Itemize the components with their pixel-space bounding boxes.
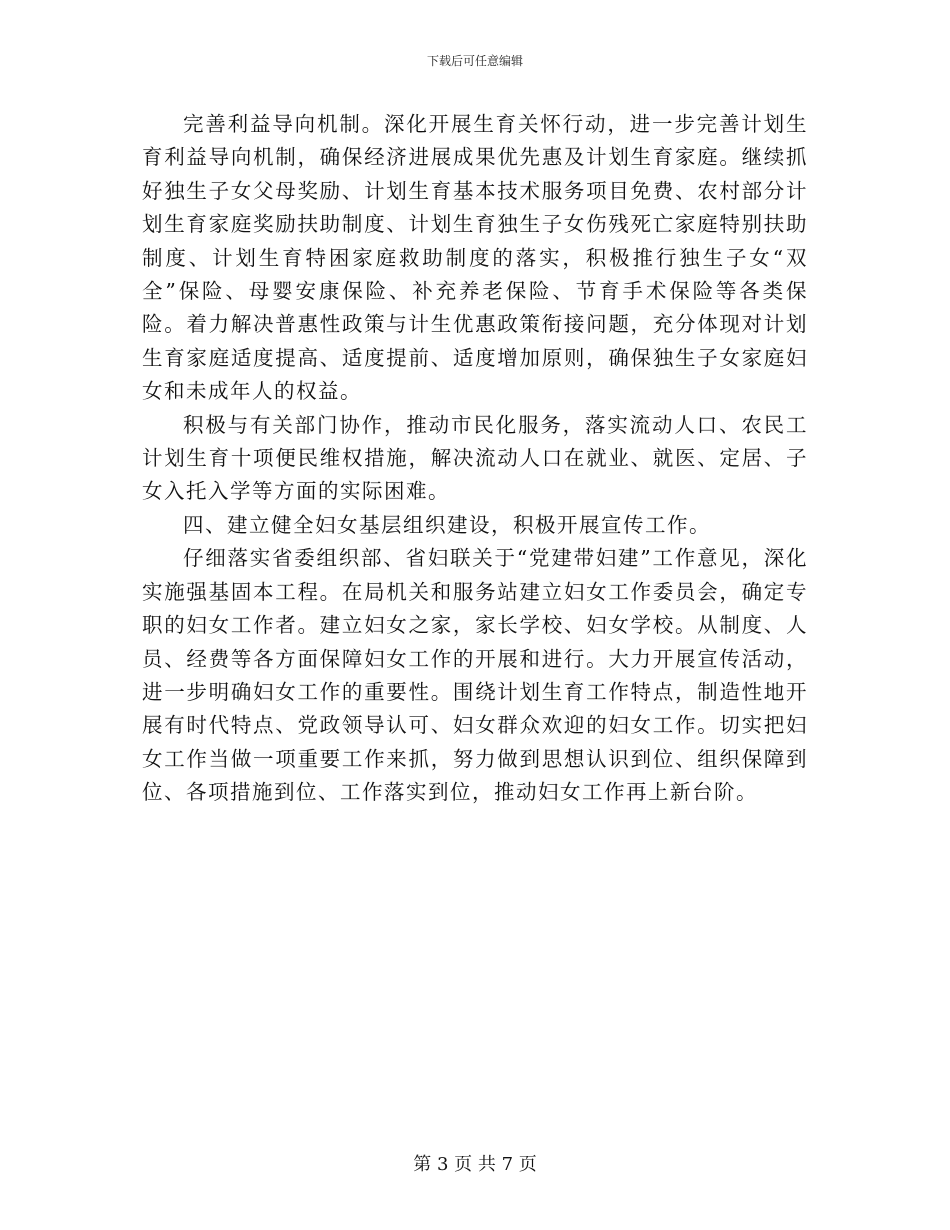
paragraph-migrant-services: 积极与有关部门协作，推动市民化服务，落实流动人口、农民工计划生育十项便民维权措施，解决流动人口在就业、就医、定居、子女入托入学等方面的实际困难。 xyxy=(142,412,808,504)
page-header: 下载后可任意编辑 xyxy=(426,54,523,68)
document-body xyxy=(142,108,808,810)
section-heading-four: 四、建立健全妇女基层组织建设，积极开展宣传工作。 xyxy=(183,512,711,537)
page-number: 第 3 页 共 7 页 xyxy=(413,1154,537,1175)
paragraph-womens-work: 仔细落实省委组织部、省妇联关于“党建带妇建”工作意见，深化实施强基固本工程。在局机关和服务站建立妇女工作委员会，确定专职的妇女工作者。建立妇女之家，家长学校、妇女学校。从制度、人员、经费等各方面保障妇女工作的开展和进行。大力开展宣传活动，进一步明确妇女工作的重要性。围绕计划生育工作特点，制造性地开展有时代特点、党政领导认可、妇女群众欢迎的妇女工作。切实把妇女工作当做一项重要工作来抓，努力做到思想认识到位、组织保障到位、各项措施到位、工作落实到位，推动妇女工作再上新台阶。 xyxy=(142,546,808,805)
paragraph-benefit-mechanism: 完善利益导向机制。深化开展生育关怀行动，进一步完善计划生育利益导向机制，确保经济进展成果优先惠及计划生育家庭。继续抓好独生子女父母奖励、计划生育基本技术服务项目免费、农村部分计划生育家庭奖励扶助制度、计划生育独生子女伤残死亡家庭特别扶助制度、计划生育特困家庭救助制度的落实，积极推行独生子女“双全”保险、母婴安康保险、补充养老保险、节育手术保险等各类保险。着力解决普惠性政策与计生优惠政策衔接问题，充分体现对计划生育家庭适度提高、适度提前、适度增加原则，确保独生子女家庭妇女和未成年人的权益。 xyxy=(142,112,808,404)
